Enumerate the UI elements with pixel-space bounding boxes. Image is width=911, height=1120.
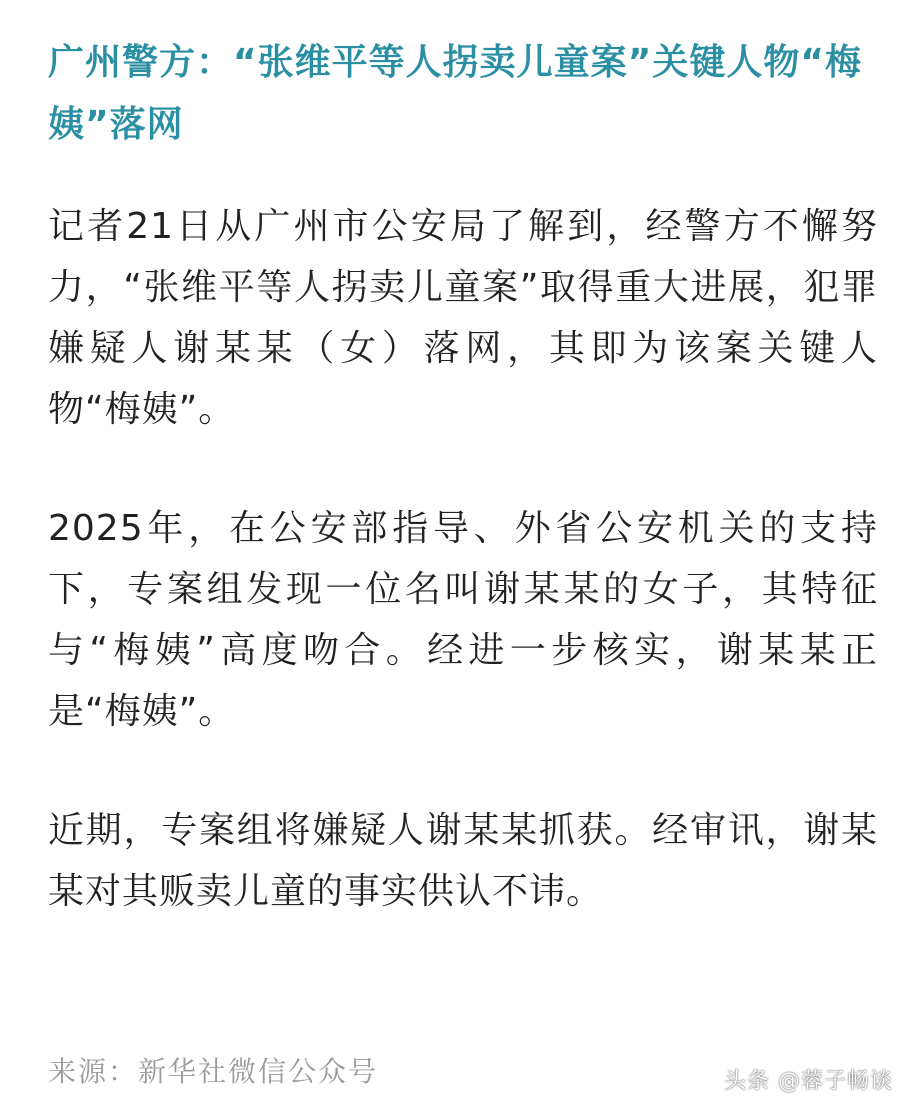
article-source: 来源：新华社微信公众号 [48, 1055, 379, 1088]
article-title: 广州警方：“张维平等人拐卖儿童案”关键人物“梅姨”落网 [48, 42, 862, 145]
article [48, 32, 878, 980]
article-paragraph-1: 记者21日从广州市公安局了解到，经警方不懈努力，“张维平等人拐卖儿童案”取得重大进展，犯罪嫌疑人谢某某（女）落网，其即为该案关键人物“梅姨”。 [48, 206, 878, 430]
article-paragraph-3: 近期，专案组将嫌疑人谢某某抓获。经审讯，谢某某对其贩卖儿童的事实供认不讳。 [48, 810, 878, 912]
watermark: 头条 @蓉子畅谈 [724, 1069, 893, 1094]
article-paragraph-2: 2025年，在公安部指导、外省公安机关的支持下，专案组发现一位名叫谢某某的女子，其特征与“梅姨”高度吻合。经进一步核实，谢某某正是“梅姨”。 [48, 508, 878, 732]
